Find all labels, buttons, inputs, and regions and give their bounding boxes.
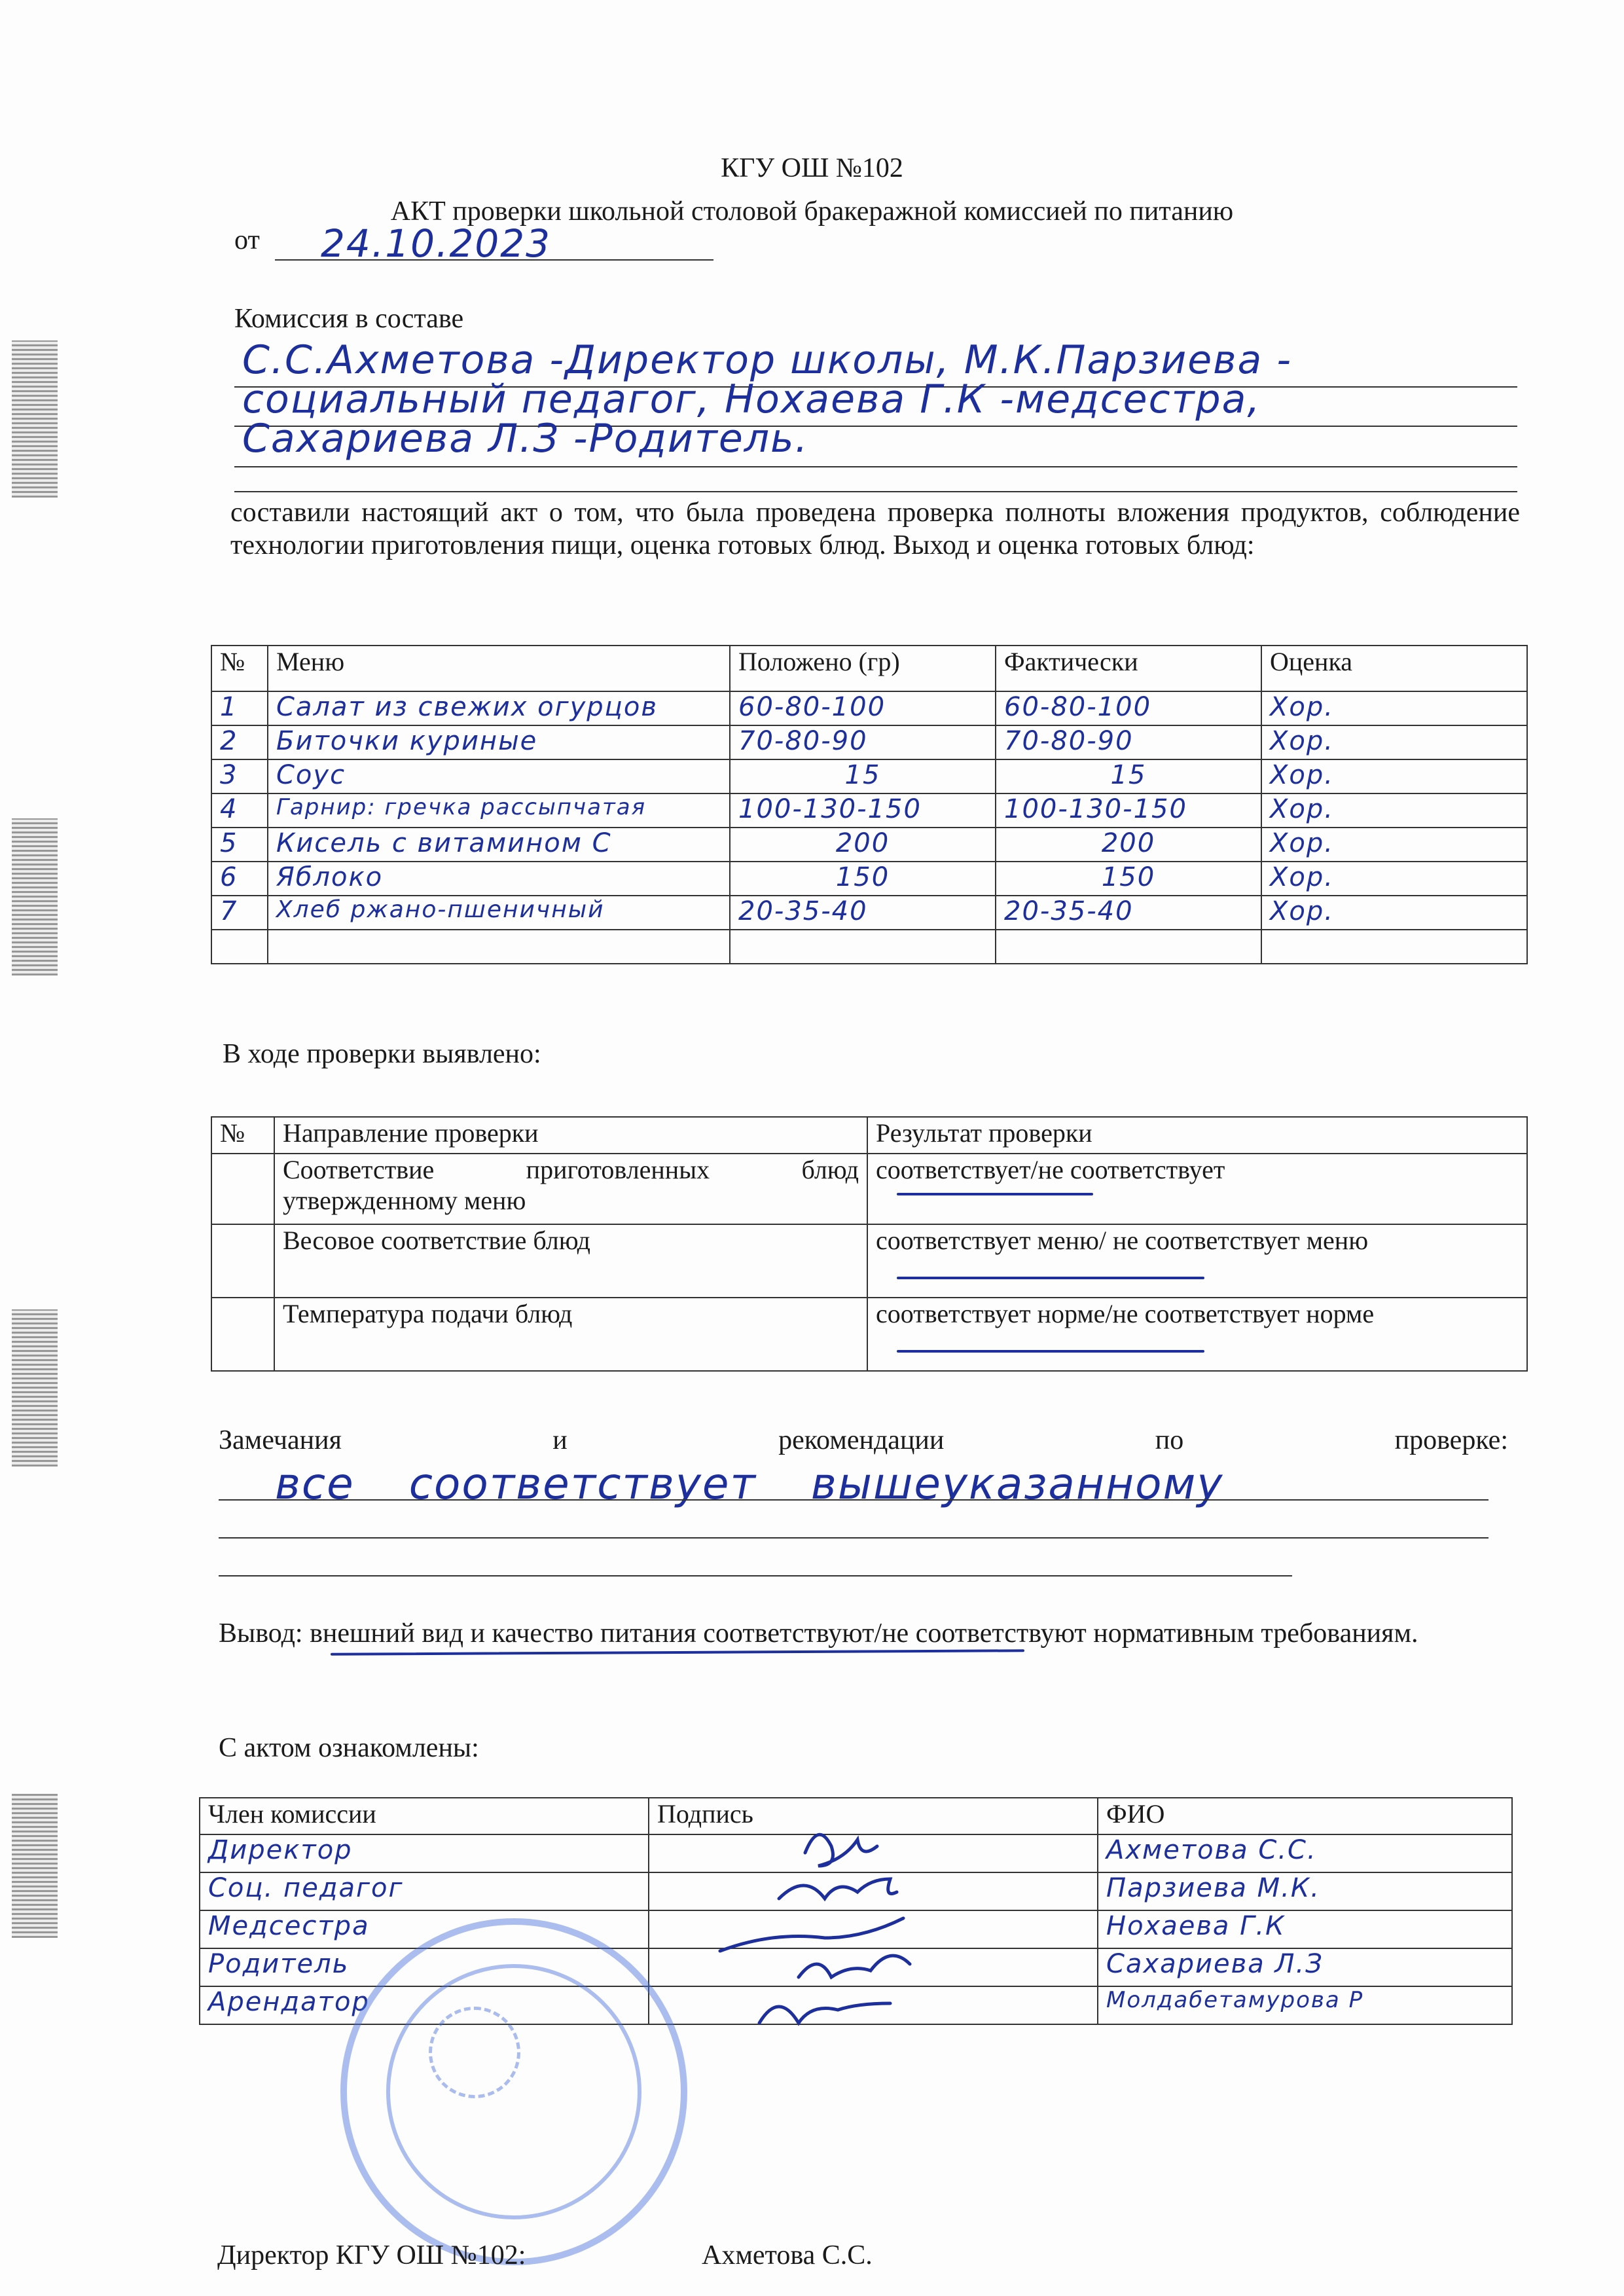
header-cell: ФИО (1098, 1798, 1512, 1834)
row-number: 2 (211, 725, 268, 759)
header-cell: № (211, 1117, 274, 1154)
remarks-handwritten: все соответствует вышеуказанному (275, 1459, 1224, 1509)
menu-table-header (211, 646, 1527, 691)
actual-value: 60-80-100 (996, 691, 1261, 725)
member-role: Директор (200, 1834, 649, 1872)
row-number: 5 (211, 828, 268, 862)
member-role: Медсестра (200, 1910, 649, 1948)
scan-artifact (12, 818, 58, 975)
ink-underline (331, 1649, 1024, 1656)
check-result: соответствует меню/ не соответствует меню (867, 1224, 1527, 1298)
page-title: АКТ проверки школьной столовой бракеражной комиссией по питанию (390, 196, 1234, 227)
member-name: Нохаева Г.К (1098, 1910, 1512, 1948)
header-cell: Направление проверки (274, 1117, 867, 1154)
grade-value: Хор. (1261, 691, 1527, 725)
scan-artifact (12, 1794, 58, 1938)
stamp-inner-ring (386, 1964, 641, 2219)
grade-value: Хор. (1261, 793, 1527, 828)
table-row (211, 1298, 1527, 1371)
table-row (211, 1224, 1527, 1298)
menu-item: Салат из свежих огурцов (268, 691, 730, 725)
signature-strokes (707, 1807, 956, 2043)
row-number: 1 (211, 691, 268, 725)
grade-value: Хор. (1261, 862, 1527, 896)
row-number: 6 (211, 862, 268, 896)
menu-table (211, 645, 1528, 964)
findings-table (211, 1116, 1528, 1372)
ink-underline (897, 1350, 1204, 1353)
header-cell: Положено (гр) (730, 646, 996, 691)
statement-text: составили настоящий акт о том, что была проведена проверка полноты вложения продуктов, соблюдение технологии приготовления пищи, оценка готовых блюд. Выход и оценка готовых блюд: (230, 498, 1520, 560)
member-role: Арендатор (200, 1986, 649, 2024)
actual-value: 70-80-90 (996, 725, 1261, 759)
check-result: соответствует/не соответствует (867, 1154, 1527, 1224)
signature-nurse (720, 1918, 903, 1951)
check-direction: Температура подачи блюд (274, 1298, 867, 1371)
menu-item: Соус (268, 759, 730, 793)
table-row (211, 793, 1527, 828)
header-cell: № (211, 646, 268, 691)
table-row (211, 1154, 1527, 1224)
signature-tenant (759, 2003, 890, 2023)
norm-value: 150 (730, 862, 996, 896)
member-name: Сахариева Л.З (1098, 1948, 1512, 1986)
date-prefix: от (234, 225, 260, 255)
grade-value: Хор. (1261, 896, 1527, 930)
norm-value: 60-80-100 (730, 691, 996, 725)
member-name: Молдабетамурова Р (1098, 1986, 1512, 2024)
table-row (211, 828, 1527, 862)
findings-header (211, 1117, 1527, 1154)
actual-value: 15 (996, 759, 1261, 793)
row-number: 4 (211, 793, 268, 828)
table-row (211, 896, 1527, 930)
footer-director-name: Ахметова С.С. (702, 2240, 873, 2270)
grade-value: Хор. (1261, 759, 1527, 793)
acknowledged-label: С актом ознакомлены: (219, 1733, 479, 1763)
actual-value: 200 (996, 828, 1261, 862)
menu-item: Яблоко (268, 862, 730, 896)
row-number: 7 (211, 896, 268, 930)
actual-value: 20-35-40 (996, 896, 1261, 930)
grade-value: Хор. (1261, 725, 1527, 759)
commission-line-3: Сахариева Л.З -Родитель. (242, 416, 809, 462)
norm-value: 70-80-90 (730, 725, 996, 759)
menu-item: Биточки куриные (268, 725, 730, 759)
table-row (211, 759, 1527, 793)
scan-artifact (12, 340, 58, 498)
member-name: Парзиева М.К. (1098, 1872, 1512, 1910)
norm-value: 200 (730, 828, 996, 862)
footer-label: Директор КГУ ОШ №102: (217, 2240, 526, 2270)
row-number: 3 (211, 759, 268, 793)
header-cell: Подпись (649, 1798, 1098, 1834)
menu-item: Хлеб ржано-пшеничный (268, 896, 730, 930)
stamp-emblem (429, 2007, 520, 2098)
conclusion-text: Вывод: внешний вид и качество питания соответствуют/не соответствуют нормативным требованиям. (219, 1618, 1418, 1649)
header-cell: Член комиссии (200, 1798, 649, 1834)
commission-line-1: С.С.Ахметова -Директор школы, М.К.Парзиева - (242, 337, 1292, 383)
signature-parent (799, 1956, 910, 1977)
table-row (211, 862, 1527, 896)
table-row (211, 691, 1527, 725)
table-row (211, 725, 1527, 759)
grade-value: Хор. (1261, 828, 1527, 862)
ink-underline (897, 1193, 1093, 1195)
remarks-line (219, 1537, 1489, 1539)
check-result: соответствует норме/не соответствует норме (867, 1298, 1527, 1371)
actual-value: 150 (996, 862, 1261, 896)
scan-artifact (12, 1309, 58, 1467)
header-cell: Оценка (1261, 646, 1527, 691)
org-name: КГУ ОШ №102 (721, 153, 903, 183)
signature-social-pedagogue (779, 1879, 897, 1899)
date-value: 24.10.2023 (321, 221, 552, 266)
official-stamp (340, 1918, 687, 2265)
header-cell: Фактически (996, 646, 1261, 691)
commission-label: Комиссия в составе (234, 304, 464, 334)
member-name: Ахметова С.С. (1098, 1834, 1512, 1872)
check-direction: Соответствие приготовленных блюд утвержденному меню (274, 1154, 867, 1224)
norm-value: 15 (730, 759, 996, 793)
menu-item: Гарнир: гречка рассыпчатая (268, 793, 730, 828)
commission-line-2: социальный педагог, Нохаева Г.К -медсестра, (242, 376, 1261, 422)
remarks-label: Замечания и рекомендации по проверке: (219, 1425, 1508, 1455)
check-direction: Весовое соответствие блюд (274, 1224, 867, 1298)
ink-underline (897, 1277, 1204, 1279)
table-row-empty (211, 930, 1527, 964)
commission-underline (234, 466, 1517, 467)
member-role: Родитель (200, 1948, 649, 1986)
findings-label: В ходе проверки выявлено: (223, 1039, 541, 1069)
remarks-line (219, 1575, 1292, 1576)
menu-item: Кисель с витамином С (268, 828, 730, 862)
actual-value: 100-130-150 (996, 793, 1261, 828)
signature-director (805, 1834, 877, 1866)
norm-value: 20-35-40 (730, 896, 996, 930)
norm-value: 100-130-150 (730, 793, 996, 828)
commission-underline (234, 491, 1517, 492)
header-cell: Результат проверки (867, 1117, 1527, 1154)
member-role: Соц. педагог (200, 1872, 649, 1910)
header-cell: Меню (268, 646, 730, 691)
remarks-line (219, 1499, 1489, 1501)
